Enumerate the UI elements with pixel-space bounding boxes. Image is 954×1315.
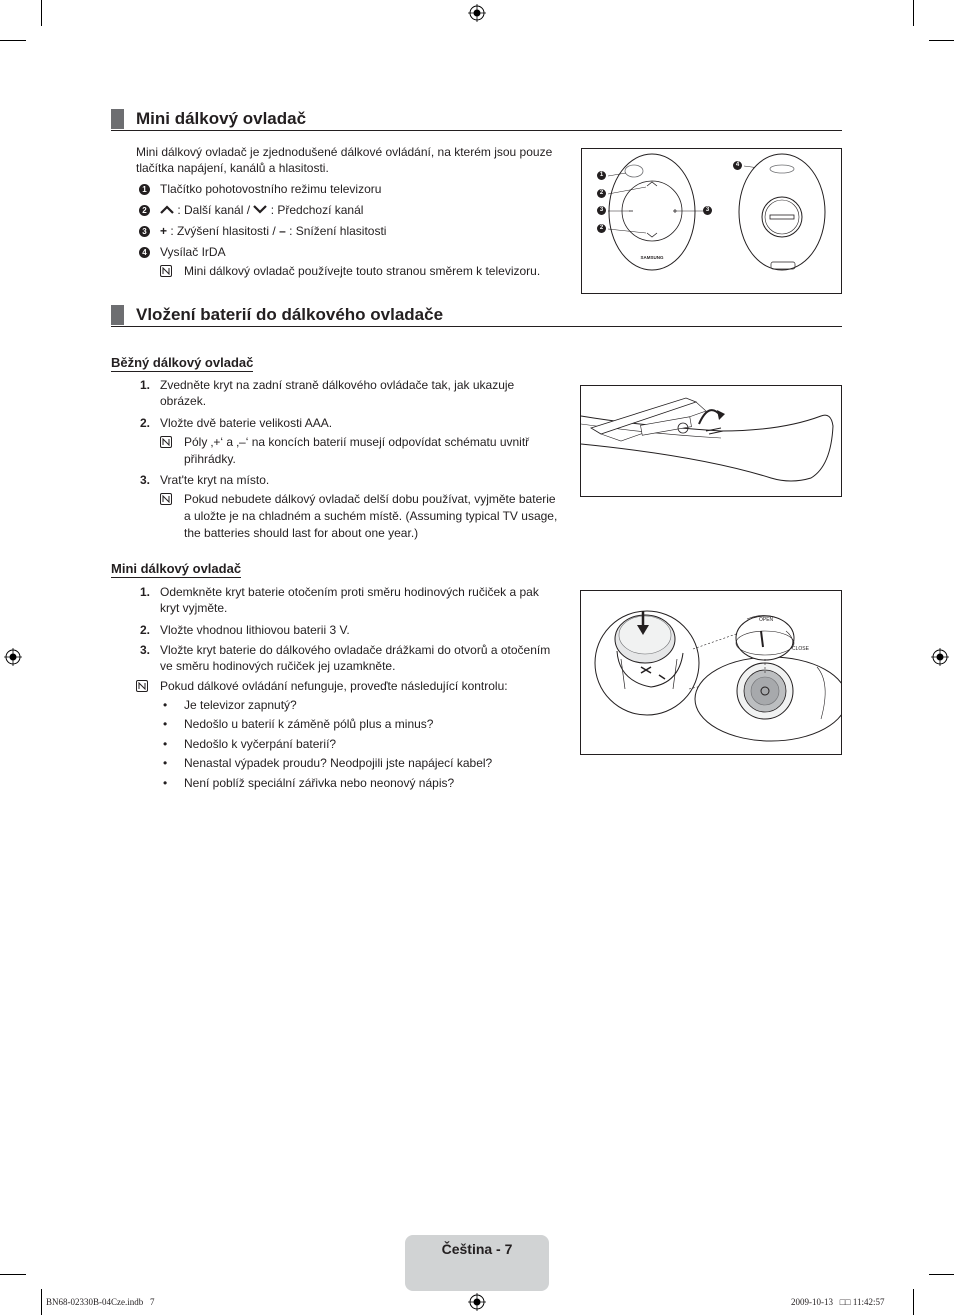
callout-badge: 3 <box>597 206 606 215</box>
step-number: 1. <box>139 378 150 392</box>
checklist-item: Nenastal výpadek proudu? Neodpojili jste napájecí kabel? <box>184 756 493 770</box>
note-icon <box>160 265 172 277</box>
note-text: Pokud dálkové ovládání nefunguje, proveďte následující kontrolu: <box>160 679 508 693</box>
callout-badge: 3 <box>703 206 712 215</box>
step-number: 1. <box>139 585 150 599</box>
registration-mark-icon <box>468 1293 486 1311</box>
chevron-up-icon <box>160 205 174 214</box>
note-icon <box>160 493 172 505</box>
legend-text: : Předchozí kanál <box>267 203 364 217</box>
crop-mark <box>41 1289 42 1315</box>
checklist-item: Je televizor zapnutý? <box>184 698 297 712</box>
note-text: Mini dálkový ovladač používejte touto stranou směrem k televizoru. <box>184 264 541 278</box>
callout-badge: 4 <box>139 247 150 258</box>
crop-mark <box>929 40 954 41</box>
registration-mark-icon <box>468 4 486 22</box>
section-header-mini-remote <box>111 108 842 131</box>
callout-badge: 1 <box>139 184 150 195</box>
checklist-item: Není poblíž speciální zářivka nebo neonový nápis? <box>184 776 455 790</box>
step-text: kryt vyjměte. <box>160 601 228 615</box>
callout-badge: 3 <box>139 226 150 237</box>
subsection-title: Mini dálkový ovladač <box>111 561 242 576</box>
note-text: the batteries should last for about one year.) <box>184 526 419 540</box>
crop-mark <box>913 0 914 26</box>
crop-mark <box>41 0 42 26</box>
coin-battery-illustration <box>580 590 842 755</box>
bullet-marker: • <box>163 756 168 770</box>
minus-symbol: – <box>279 224 286 238</box>
intro-text: tlačítka napájení, kanálů a hlasitosti. <box>136 161 329 175</box>
bullet-marker: • <box>163 776 168 790</box>
section-title: Mini dálkový ovladač <box>136 109 307 128</box>
brand-logo: SAMSUNG <box>640 255 664 260</box>
plus-symbol: + <box>160 224 168 238</box>
note-text: a uložte je na chladném a suchém místě. (Assuming typical TV usage, <box>184 509 558 523</box>
crop-mark <box>0 1274 26 1275</box>
step-text: Vložte dvě baterie velikosti AAA. <box>160 416 333 430</box>
page-label: Čeština - 7 <box>441 1241 513 1257</box>
step-text: obrázek. <box>160 394 207 408</box>
step-text: Zvedněte kryt na zadní straně dálkového ovládače tak, jak ukazuje <box>160 378 515 392</box>
step-text: Odemkněte kryt baterie otočením proti směru hodinových ručiček a pak <box>160 585 539 599</box>
callout-badge: 2 <box>597 224 606 233</box>
note-text: Póly ‚+‘ a ‚–‘ na koncích baterií musejí odpovídat schématu uvnitř <box>184 435 530 449</box>
bullet-marker: • <box>163 698 168 712</box>
open-label: OPEN <box>759 617 774 623</box>
step-number: 3. <box>139 473 150 487</box>
registration-mark-icon <box>931 648 949 666</box>
remote-battery-illustration <box>580 385 842 497</box>
legend-text: : Další kanál / <box>174 203 254 217</box>
close-label: CLOSE <box>792 646 809 652</box>
callout-badge: 2 <box>597 189 606 198</box>
section-marker <box>111 305 124 325</box>
step-text: ve směru hodinových ručiček jej uzamkněte. <box>160 659 396 673</box>
checklist-item: Nedošlo k vyčerpání baterií? <box>184 737 337 751</box>
legend-item: Vysílač IrDA <box>160 245 226 259</box>
callout-badge: 1 <box>597 171 606 180</box>
step-number: 2. <box>139 416 150 430</box>
step-number: 3. <box>139 643 150 657</box>
note-icon <box>160 436 172 448</box>
callout-badge: 2 <box>139 205 150 216</box>
section-title: Vložení baterií do dálkového ovladače <box>136 305 444 324</box>
legend-item <box>160 202 363 219</box>
step-text: Vložte vhodnou lithiovou baterii 3 V. <box>160 623 350 637</box>
step-number: 2. <box>139 623 150 637</box>
bullet-marker: • <box>163 737 168 751</box>
crop-mark <box>913 1289 914 1315</box>
crop-mark <box>0 40 26 41</box>
note-icon <box>136 680 148 692</box>
crop-mark <box>929 1274 954 1275</box>
mini-remote-illustration <box>581 148 842 294</box>
legend-item: Tlačítko pohotovostního režimu televizoru <box>160 182 382 196</box>
note-text: Pokud nebudete dálkový ovladač delší dobu používat, vyjměte baterie <box>184 492 556 506</box>
bullet-marker: • <box>163 717 168 731</box>
file-imprint: BN68-02330B-04Cze.indb 7 <box>46 1297 155 1307</box>
page-number-tab <box>405 1235 549 1291</box>
subsection-title: Běžný dálkový ovladač <box>111 355 254 370</box>
note-text: přihrádky. <box>184 452 236 466</box>
step-text: Vložte kryt baterie do dálkového ovladače drážkami do otvorů a otočením <box>160 643 551 657</box>
registration-mark-icon <box>4 648 22 666</box>
legend-text: : Snížení hlasitosti <box>285 224 387 238</box>
legend-item <box>160 223 386 240</box>
checklist-item: Nedošlo u baterií k záměně pólů plus a minus? <box>184 717 434 731</box>
step-text: Vrat'te kryt na místo. <box>160 473 270 487</box>
section-header-battery <box>111 304 842 327</box>
chevron-down-icon <box>253 205 267 214</box>
section-marker <box>111 109 124 129</box>
callout-badge: 4 <box>733 161 742 170</box>
legend-text: : Zvýšení hlasitosti / <box>167 224 280 238</box>
intro-text: Mini dálkový ovladač je zjednodušené dálkové ovládání, na kterém jsou pouze <box>136 145 553 159</box>
timestamp-imprint: 2009-10-13 □□ 11:42:57 <box>791 1297 885 1307</box>
